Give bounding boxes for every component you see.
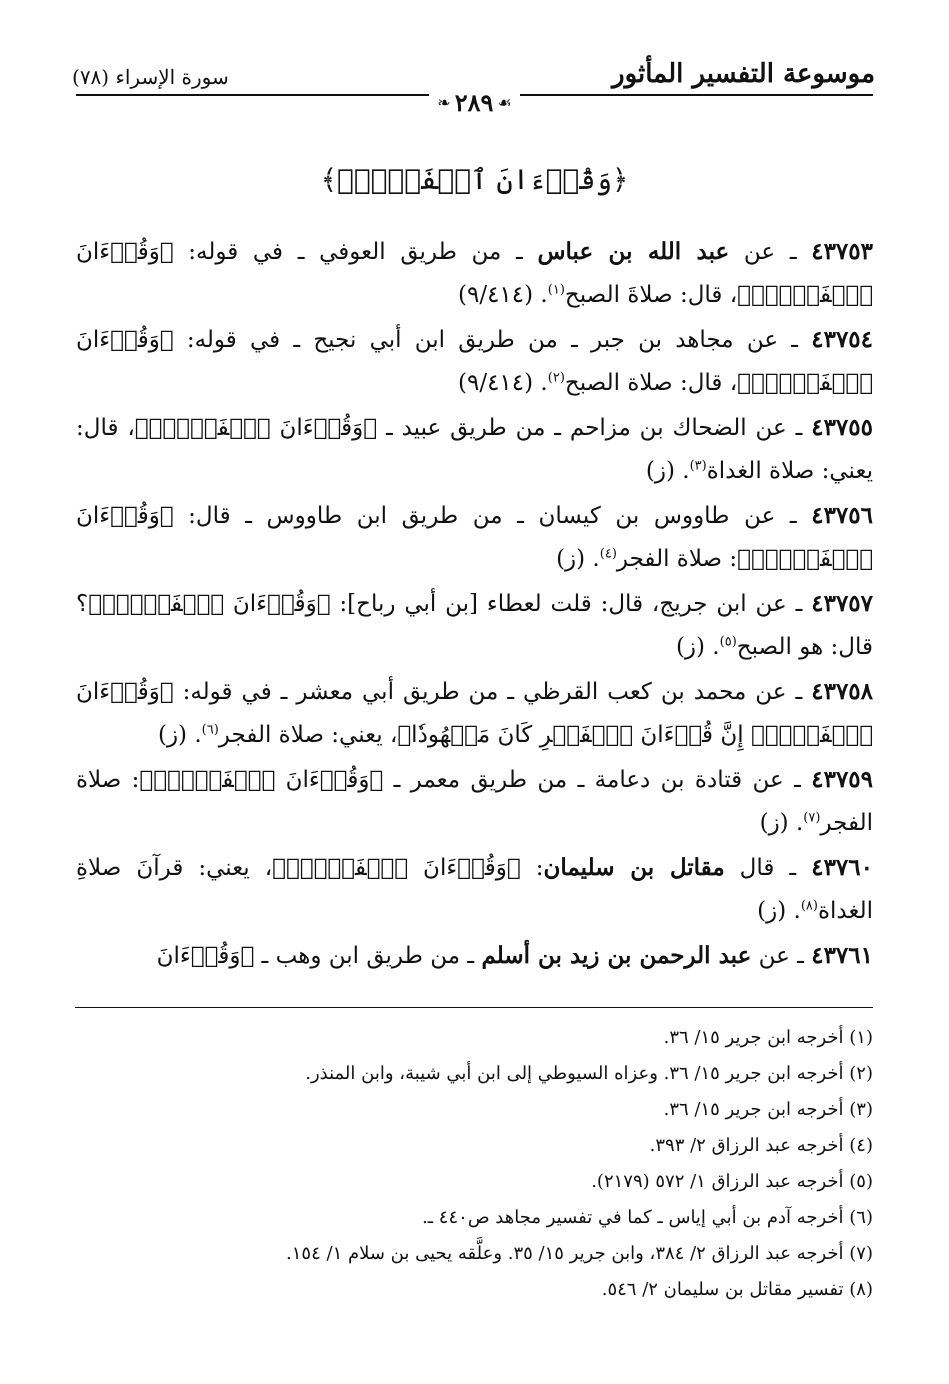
- narration-intro: ـ عن: [746, 415, 812, 441]
- ornament-icon: ☙: [497, 92, 512, 112]
- footnote: (٧) أخرجه عبد الرزاق ٢/ ٣٨٤، وابن جرير ١٥/ ٣٥. وعلَّقه يحيى بن سلام ١/ ١٥٤.: [286, 1243, 873, 1264]
- narration-text: الضحاك بن مزاحم ـ من طريق عبيد ـ ﴿وَقُرۡءَانَ ٱلۡفَجۡرِۖ﴾، قال: يعني: صلاة الغداة: [76, 415, 873, 484]
- book-title: موسوعة التفسير المأثور: [612, 59, 875, 89]
- footnote-marker: (٨): [800, 898, 818, 914]
- footnote: (٥) أخرجه عبد الرزاق ١/ ٥٧٢ (٢١٧٩).: [591, 1171, 873, 1192]
- section-title: ﴿وَقُرۡءَانَ ٱلۡفَجۡرِۖ﴾: [320, 163, 629, 196]
- footnote-marker: (٢): [547, 370, 565, 386]
- narration-text: طاووس بن كيسان ـ من طريق ابن طاووس ـ قال: ﴿وَقُرۡءَانَ ٱلۡفَجۡرِۖ﴾: صلاة الفجر: [76, 503, 873, 572]
- narration-text: محمد بن كعب القرظي ـ من طريق أبي معشر ـ في قوله: ﴿وَقُرۡءَانَ ٱلۡفَجۡرِۖ إِنَّ قُرۡءَانَ ٱلۡفَجۡرِ كَانَ مَشۡهُودٗا﴾، يعني: صلاة الفجر: [76, 679, 873, 748]
- narration-number: ٤٣٧٥٧: [811, 590, 874, 617]
- narration-intro: ـ عن: [751, 943, 812, 969]
- narration-entry: [76, 934, 873, 978]
- narration-number: ٤٣٧٥٦: [811, 502, 873, 529]
- narration-number: ٤٣٧٥٤: [811, 326, 874, 353]
- footnote-marker: (٥): [719, 634, 737, 650]
- narration-number: ٤٣٧٦٠: [811, 854, 873, 881]
- footnote-marker: (١): [547, 282, 565, 298]
- footnote-marker: (٤): [599, 546, 617, 562]
- narration-entry: [76, 758, 873, 845]
- narration-text: : ﴿وَقُرۡءَانَ ٱلۡفَجۡرِۖ﴾، يعني: قرآنَ صلاةِ الغداة: [76, 855, 873, 924]
- narrator-name: مقاتل بن سليمان: [543, 854, 725, 881]
- footnote-marker: (٣): [689, 458, 707, 474]
- narration-text: مجاهد بن جبر ـ من طريق ابن أبي نجيح ـ في قوله: ﴿وَقُرۡءَانَ ٱلۡفَجۡرِۖ﴾، قال: صلاة الصبح: [76, 327, 873, 396]
- footnote-rule: [75, 1007, 873, 1008]
- narration-number: ٤٣٧٥٩: [811, 766, 874, 793]
- narration-source: . (٩/٤١٤): [457, 370, 548, 396]
- narration-text: قتادة بن دعامة ـ من طريق معمر ـ ﴿وَقُرۡءَانَ ٱلۡفَجۡرِۖ﴾: صلاة الفجر: [76, 767, 873, 836]
- narration-source: . (ز): [157, 722, 202, 748]
- narration-text: ـ من طريق العوفي ـ في قوله: ﴿وَقُرۡءَانَ ٱلۡفَجۡرِۖ﴾، قال: صلاةَ الصبح: [76, 239, 873, 308]
- narration-entry: [76, 846, 873, 933]
- footnotes: [76, 1020, 873, 1308]
- narration-intro: ـ عن: [742, 767, 812, 793]
- narration-intro: ـ قال: [724, 855, 812, 881]
- page-number: ٢٨٩: [454, 87, 494, 117]
- narration-source: . (ز): [645, 458, 690, 484]
- narration-intro: ـ عن: [733, 327, 812, 353]
- narration-entry: [76, 582, 873, 669]
- footnote: (٤) أخرجه عبد الرزاق ٢/ ٣٩٣.: [649, 1135, 873, 1156]
- footnote-marker: (٦): [201, 722, 219, 738]
- narration-intro: ـ عن: [746, 591, 812, 617]
- footnote: (٦) أخرجه آدم بن أبي إياس ـ كما في تفسير مجاهد ص٤٤٠ ـ.: [422, 1207, 873, 1228]
- narration-number: ٤٣٧٥٣: [811, 238, 873, 265]
- narration-source: . (ز): [556, 546, 600, 572]
- narration-number: ٤٣٧٥٨: [811, 678, 874, 705]
- narration-source: . (ز): [759, 810, 804, 836]
- narration-source: . (ز): [757, 898, 801, 924]
- narration-entry: [76, 406, 873, 493]
- narration-source: . (٩/٤١٤): [457, 282, 548, 308]
- footnote: (٨) تفسير مقاتل بن سليمان ٢/ ٥٤٦.: [601, 1279, 873, 1300]
- narration-entry: [76, 318, 873, 405]
- narration-intro: ـ عن: [729, 239, 812, 265]
- page-number-block: [0, 84, 949, 120]
- footnote: (٣) أخرجه ابن جرير ١٥/ ٣٦.: [663, 1099, 873, 1120]
- surah-name: سورة الإسراء (٧٨): [72, 65, 229, 89]
- footnote-marker: (٧): [803, 810, 821, 826]
- narration-intro: ـ عن: [729, 503, 812, 529]
- narrations-list: [76, 230, 873, 979]
- footnote: (١) أخرجه ابن جرير ١٥/ ٣٦.: [663, 1027, 873, 1048]
- narration-number: ٤٣٧٥٥: [811, 414, 873, 441]
- narration-entry: [76, 670, 873, 757]
- narration-entry: [76, 494, 873, 581]
- narration-text: ابن جريج، قال: قلت لعطاء [بن أبي رباح]: ﴿وَقُرۡءَانَ ٱلۡفَجۡرِۖ﴾؟ قال: هو الصبح: [76, 591, 873, 660]
- narration-text: ـ من طريق ابن وهب ـ ﴿وَقُرۡءَانَ: [156, 943, 482, 969]
- narration-number: ٤٣٧٦١: [811, 942, 873, 969]
- narrator-name: عبد الرحمن بن زيد بن أسلم: [481, 942, 752, 969]
- narration-source: . (ز): [675, 634, 720, 660]
- narration-entry: [76, 230, 873, 317]
- ornament-icon: ❧: [437, 92, 451, 112]
- footnote: (٢) أخرجه ابن جرير ١٥/ ٣٦. وعزاه السيوطي إلى ابن أبي شيبة، وابن المنذر.: [305, 1063, 873, 1084]
- narration-intro: ـ عن: [746, 679, 812, 705]
- narrator-name: عبد الله بن عباس: [537, 238, 730, 265]
